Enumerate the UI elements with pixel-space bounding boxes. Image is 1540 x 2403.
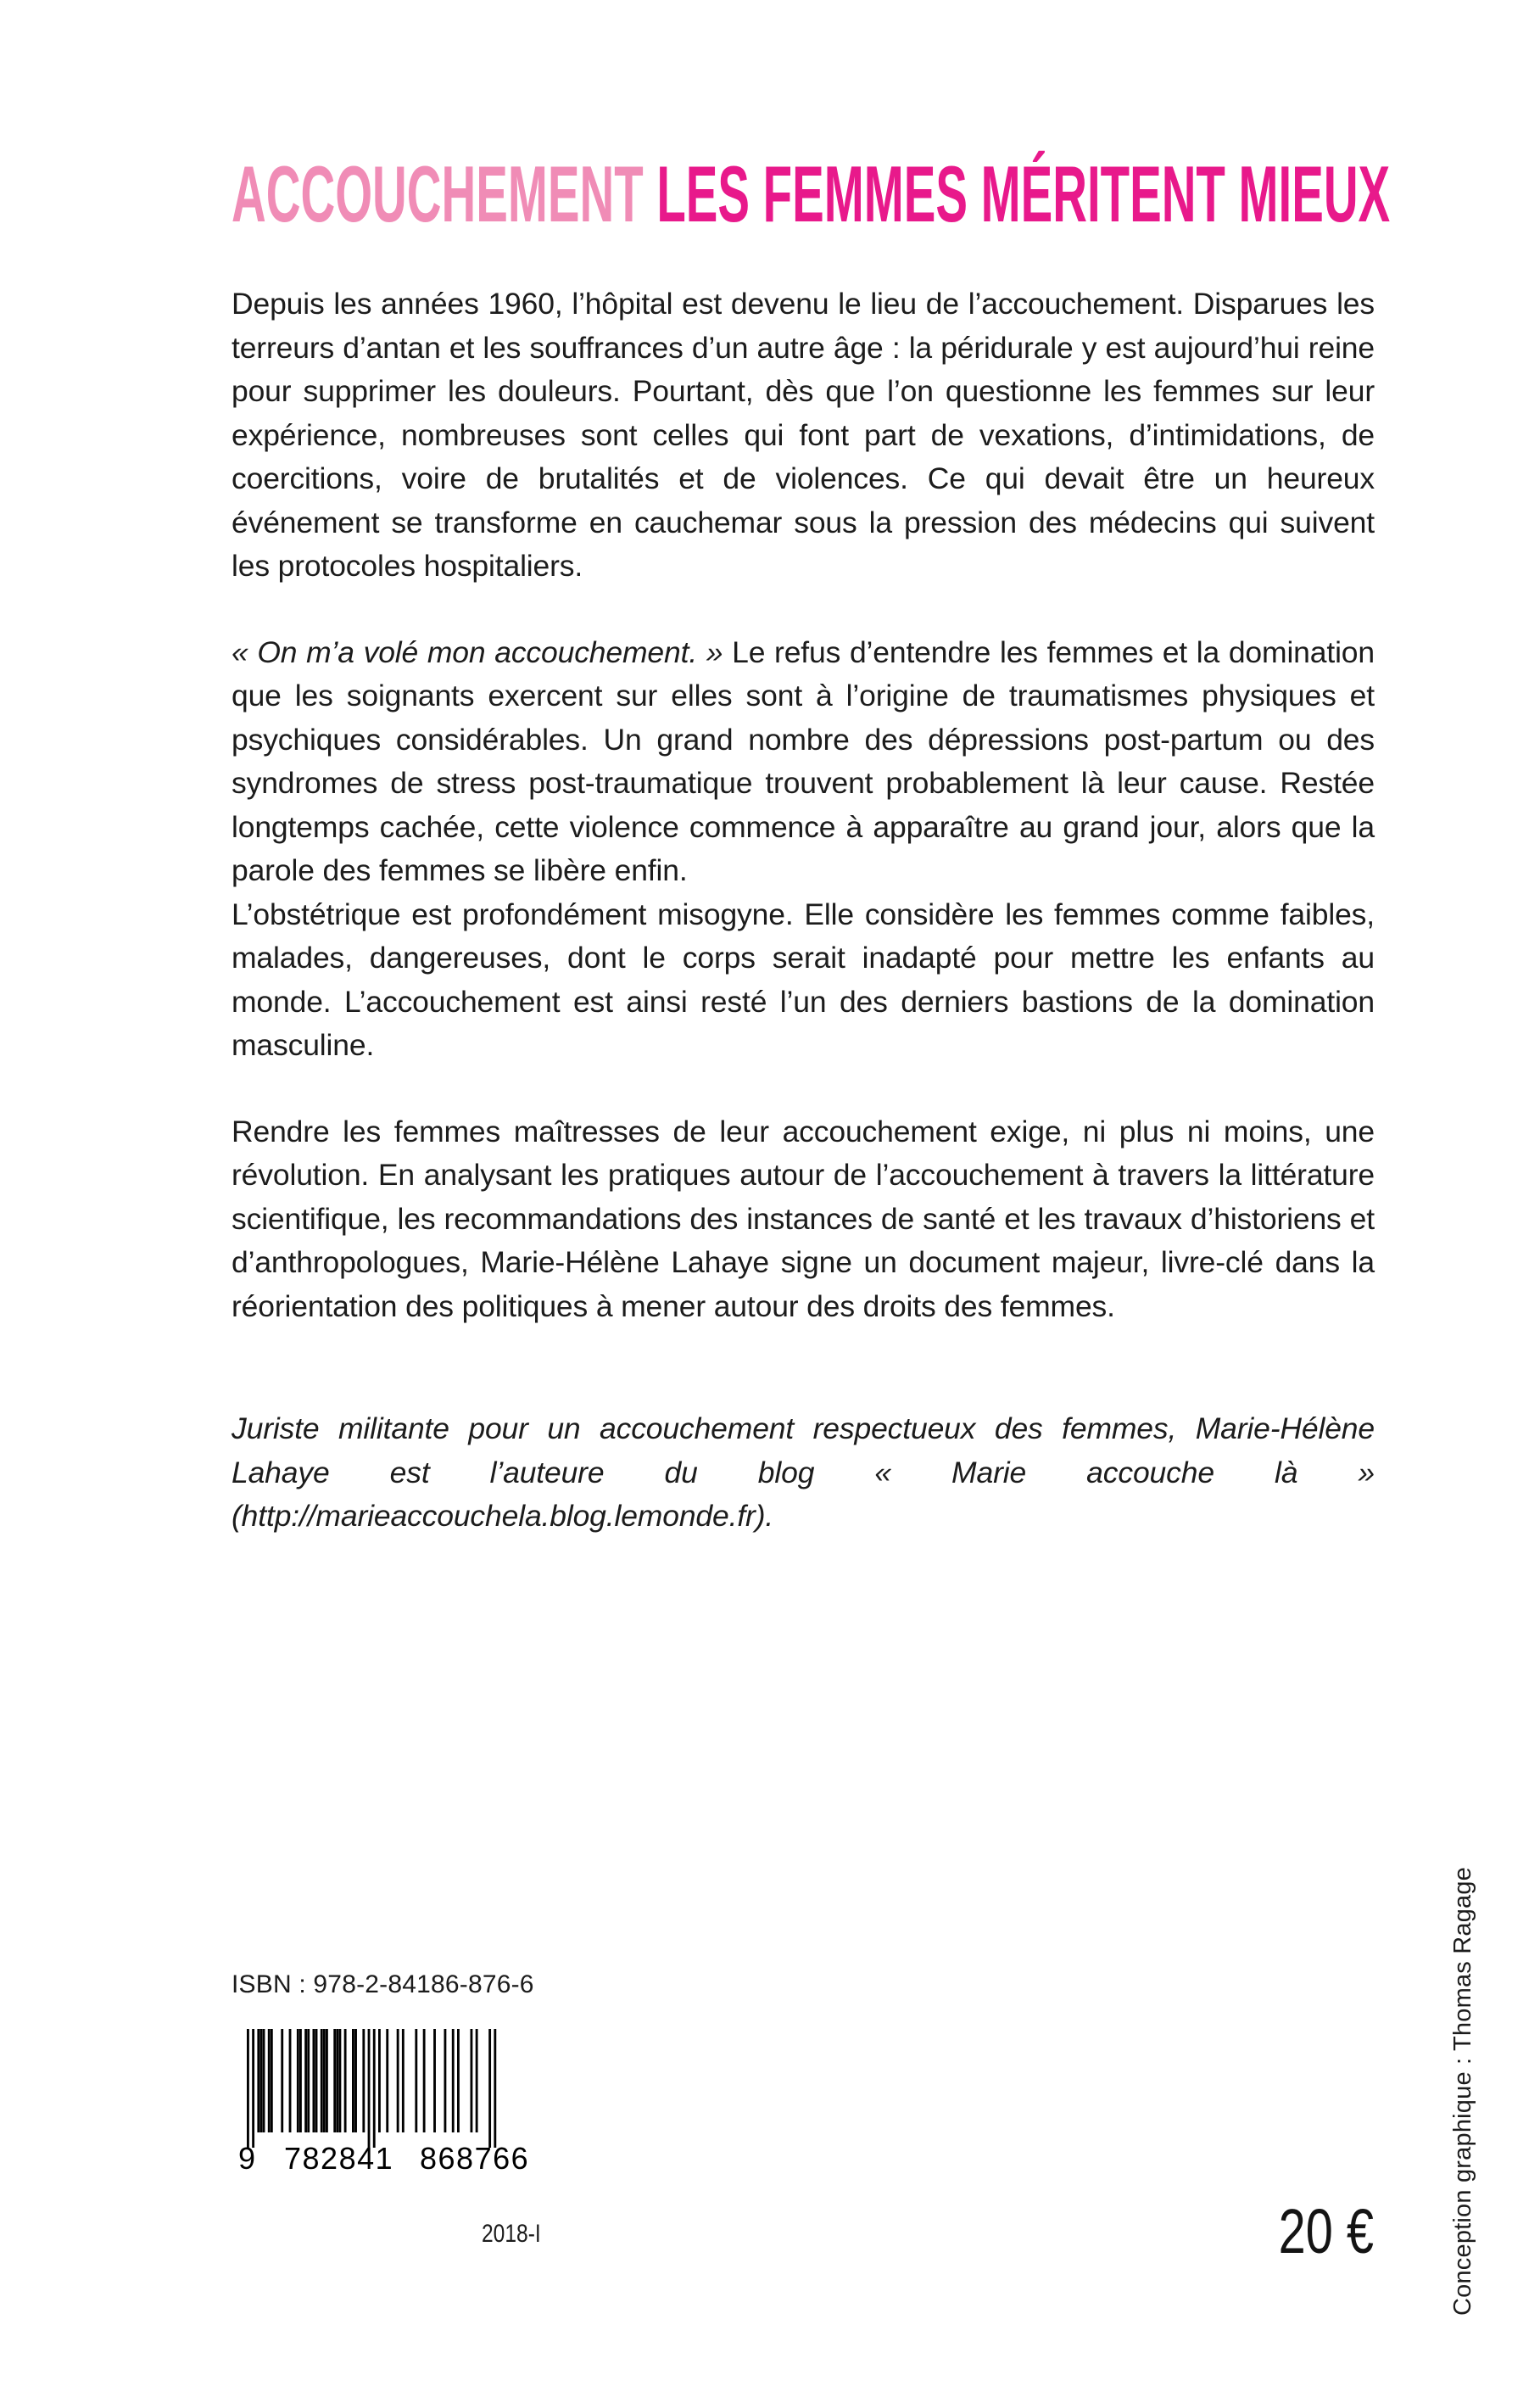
price-label: 20 € xyxy=(1278,2196,1374,2266)
title-space xyxy=(644,149,657,238)
blurb-column xyxy=(232,282,1375,1539)
barcode-svg xyxy=(225,2022,581,2179)
cover-title xyxy=(232,149,1391,238)
design-credit: Conception graphique : Thomas Ragage xyxy=(1449,1866,1476,2316)
blurb-paragraph-1: Depuis les années 1960, l’hôpital est devenu le lieu de l’accouchement. Disparues les terreurs d’antan et les souffrances d’un autre âge : la péridurale y est aujourd’hui reine pour supprimer les douleurs. Pourtant, dès que l’on questionne les femmes sur leur expérience, nombreuses sont celles qui font part de vexations, d’intimidations, de coercitions, voire de brutalités et de violences. Ce qui devait être un heureux événement se transforme en cauchemar sous la pression des médecins qui suivent les protocoles hospitaliers. xyxy=(232,287,1375,583)
svg-text:782841: 782841 xyxy=(284,2141,394,2176)
title-part-strong: LES FEMMES MÉRITENT MIEUX xyxy=(656,149,1391,238)
svg-text:9: 9 xyxy=(238,2141,256,2176)
isbn-label: ISBN : 978-2-84186-876-6 xyxy=(232,1970,534,1998)
issue-code: 2018-I xyxy=(482,2220,541,2248)
blurb-paragraph-3: L’obstétrique est profondément misogyne. Elle considère les femmes comme faibles, malades, dangereuses, dont le corps serait inadapté pour mettre les enfants au monde. L’accouchement est ainsi resté l’un des derniers bastions de la domination masculine. xyxy=(232,897,1375,1062)
title-part-light: ACCOUCHEMENT xyxy=(232,149,644,238)
ean13-barcode xyxy=(225,2022,581,2179)
svg-text:868766: 868766 xyxy=(420,2141,530,2176)
blurb-paragraph-2-rest: Le refus d’entendre les femmes et la domination que les soignants exercent sur elles sont à l’origine de traumatismes physiques et psychiques considérables. Un grand nombre des dépressions post-partum ou des syndromes de stress post-traumatique trouvent probablement là leur cause. Restée longtemps cachée, cette violence commence à apparaître au grand jour, alors que la parole des femmes se libère enfin. xyxy=(232,634,1375,887)
blurb-paragraph-2 xyxy=(232,631,1375,893)
author-bio: Juriste militante pour un accouchement respectueux des femmes, Marie-Hélène Lahaye est l’auteure du blog « Marie accouche là » (http://marieaccouchela.blog.lemonde.fr). xyxy=(232,1411,1375,1533)
blurb-quote: « On m’a volé mon accouchement. » xyxy=(232,634,723,669)
blurb-paragraph-4: Rendre les femmes maîtresses de leur accouchement exige, ni plus ni moins, une révolution. En analysant les pratiques autour de l’accouchement à travers la littérature scientifique, les recommandations des instances de santé et les travaux d’historiens et d’anthropologues, Marie-Hélène Lahaye signe un document majeur, livre-clé dans la réorientation des politiques à mener autour des droits des femmes. xyxy=(232,1114,1375,1323)
